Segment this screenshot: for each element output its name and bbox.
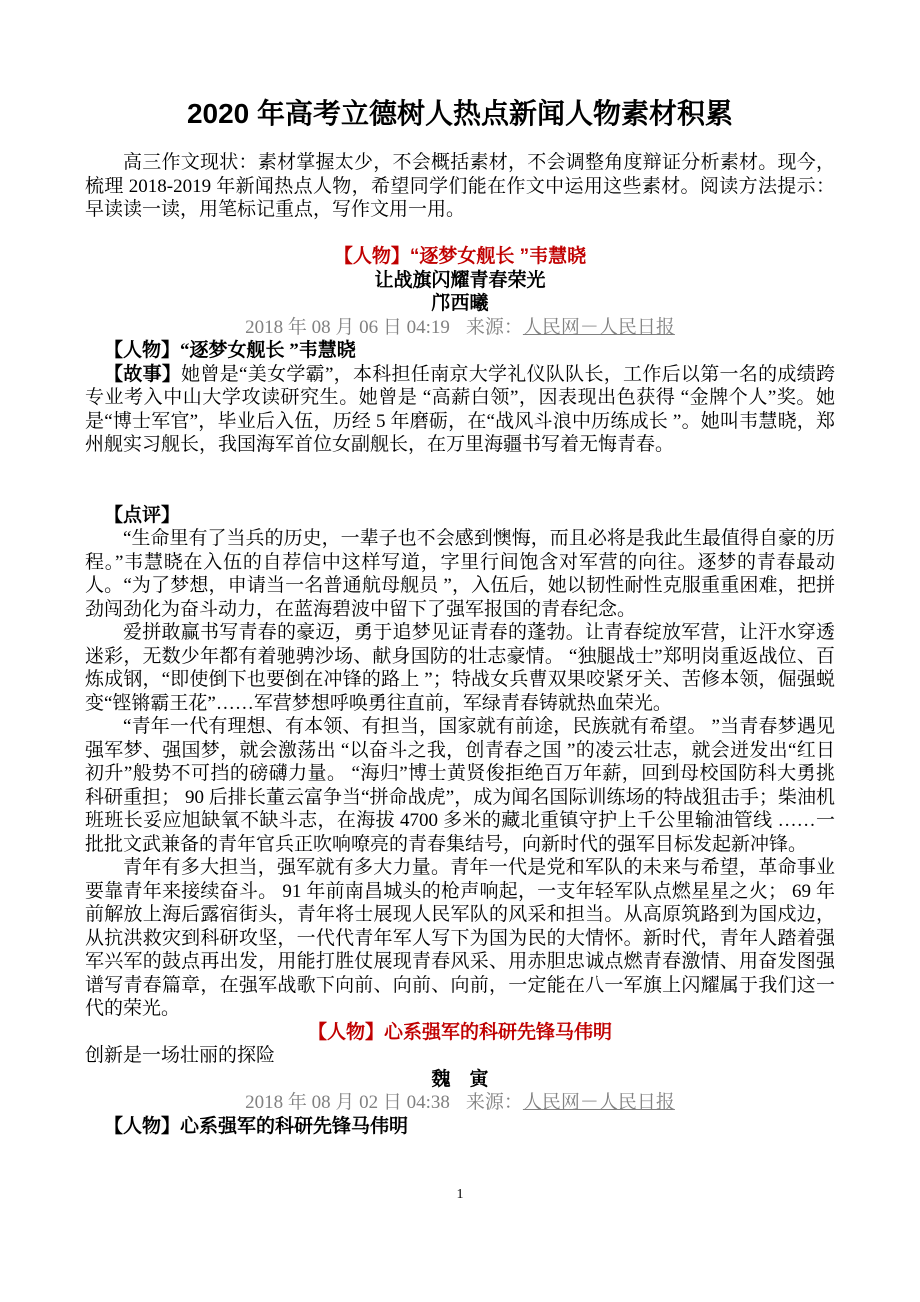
section1-date: 2018 年 08 月 06 日 04:19 (245, 316, 450, 338)
section2-author: 魏 寅 (431, 1068, 489, 1090)
document-page (85, 97, 835, 1138)
story-text: 她曾是“美女学霸”，本科担任南京大学礼仪队队长，工作后以第一名的成绩跨专业考入中山大学攻读研究生。她曾是 “高薪白领”，因表现出色获得 “金牌个人”奖。她是“博士军官”，毕业后入伍，历经 5 年磨砺，在“战风斗浪中历练成长 ”。她叫韦慧晓，郑州舰实习舰长，我国海军首位女副舰长，在万里海疆书写着无悔青春。 (85, 363, 835, 455)
section2-source-link[interactable]: 人民网－人民日报 (522, 1092, 675, 1113)
section1-dateline (85, 316, 835, 340)
section2-heading: 【人物】心系强军的科研先锋马伟明 (307, 1021, 612, 1043)
page-number: 1 (456, 1187, 464, 1202)
section1-source-link[interactable]: 人民网－人民日报 (522, 316, 675, 338)
section2-source-label: 来源： (465, 1092, 523, 1113)
section1-author: 邝西曦 (431, 293, 489, 314)
section1-subtitle: 让战旗闪耀青春荣光 (374, 269, 546, 291)
section2-dateline (85, 1091, 835, 1115)
section1-person-line: 【人物】“逐梦女舰长 ”韦慧晓 (104, 340, 356, 361)
comment-paragraph: 爱拼敢赢书写青春的豪迈，勇于追梦见证青春的蓬勃。让青春绽放军营，让汗水穿透迷彩，无数少年都有着驰骋沙场、献身国防的壮志豪情。 “独腿战士”郑明岗重返战位、百炼成钢，“即使倒下也要倒在冲锋的路上 ”；特战女兵曹双果咬紧牙关、苦修本领，倔强蜕变“铿锵霸王花”……军营梦想呼唤勇往直前，军绿青春铸就热血荣光。 (85, 622, 835, 714)
spacer (85, 222, 835, 246)
section1-source-label: 来源： (465, 316, 523, 338)
spacer (85, 457, 835, 481)
spacer (85, 480, 835, 504)
section1-story-paragraph (85, 363, 835, 457)
intro-paragraph: 高三作文现状：素材掌握太少，不会概括素材，不会调整角度辩证分析素材。现今，梳理 2018-2019 年新闻热点人物，希望同学们能在作文中运用这些素材。阅读方法提示：早读读一读，用笔标记重点，写作文用一用。 (85, 152, 835, 220)
comment-paragraph: “青年一代有理想、有本领、有担当，国家就有前途，民族就有希望。 ”当青春梦遇见强军梦、强国梦，就会激荡出 “以奋斗之我，创青春之国 ”的凌云壮志，就会迸发出“红日初升”般势不可挡的磅礴力量。 “海归”博士黄贤俊拒绝百万年薪，回到母校国防科大勇挑科研重担； 90 后排长董云富争当“拼命战虎”，成为闻名国际训练场的特战狙击手；柴油机班班长妥应旭缺氧不缺斗志，在海拔 4700 多米的藏北重镇守护上千公里输油管线 ……一批批文武兼备的青年官兵正吹响嘹亮的青春集结号，向新时代的强军目标发起新冲锋。 (85, 716, 835, 855)
section2-subtitle: 创新是一场壮丽的探险 (85, 1045, 276, 1066)
section2-date: 2018 年 08 月 02 日 04:38 (245, 1092, 450, 1113)
comment-paragraph: 青年有多大担当，强军就有多大力量。青年一代是党和军队的未来与希望，革命事业要靠青年来接续奋斗。 91 年前南昌城头的枪声响起，一支年轻军队点燃星星之火； 69 年前解放上海后露宿街头，青年将士展现人民军队的风采和担当。从高原筑路到为国戍边，从抗洪救灾到科研攻坚，一代代青年军人写下为国为民的大情怀。新时代，青年人踏着强军兴军的鼓点再出发，用能打胜仗展现青春风采、用赤胆忠诚点燃青春激情、用奋发图强谱写青春篇章，在强军战歌下向前、向前、向前，一定能在八一军旗上闪耀属于我们这一代的荣光。 (85, 857, 835, 1019)
comment-label: 【点评】 (104, 504, 181, 526)
section1-heading: 【人物】“逐梦女舰长 ”韦慧晓 (333, 246, 587, 267)
document-title: 2020 年高考立德树人热点新闻人物素材积累 (186, 98, 734, 129)
comment-paragraph: “生命里有了当兵的历史，一辈子也不会感到懊悔，而且必将是我此生最值得自豪的历程。”韦慧晓在入伍的自荐信中这样写道，字里行间饱含对军营的向往。逐梦的青春最动人。“为了梦想，申请当一名普通航母舰员 ”，入伍后，她以韧性耐性克服重重困难，把拼劲闯劲化为奋斗动力，在蓝海碧波中留下了强军报国的青春纪念。 (85, 528, 835, 620)
story-label: 【故事】 (104, 363, 182, 385)
section2-person-line: 【人物】心系强军的科研先锋马伟明 (104, 1115, 409, 1137)
